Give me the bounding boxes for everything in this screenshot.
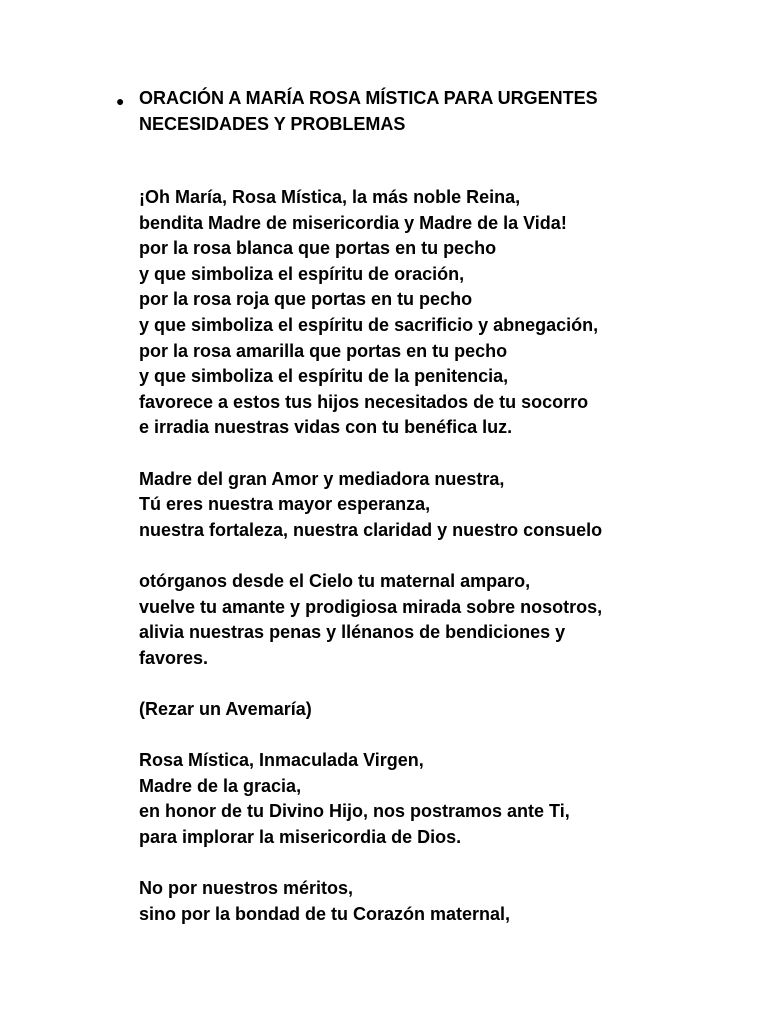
stanza-3 (139, 569, 749, 671)
stanza-6 (139, 876, 749, 927)
prayer-line: en honor de tu Divino Hijo, nos postramos ante Ti, (139, 801, 570, 822)
prayer-instruction: (Rezar un Avemaría) (139, 698, 312, 719)
prayer-line: ¡Oh María, Rosa Mística, la más noble Reina, (139, 187, 521, 207)
bullet-icon: ● (116, 93, 125, 109)
prayer-line: y que simboliza el espíritu de sacrificio y abnegación, (139, 314, 599, 335)
stanza-5 (139, 748, 749, 850)
prayer-line: vuelve tu amante y prodigiosa mirada sobre nosotros, (139, 596, 603, 617)
prayer-line: Rosa Mística, Inmaculada Virgen, (139, 750, 424, 771)
stanza-2 (139, 467, 749, 544)
prayer-line: para implorar la misericordia de Dios. (139, 826, 462, 847)
prayer-line: por la rosa amarilla que portas en tu pecho (139, 340, 508, 361)
prayer-title-line: NECESIDADES Y PROBLEMAS (139, 113, 406, 134)
prayer-line: favores. (139, 647, 209, 668)
prayer-line: y que simboliza el espíritu de la penitencia, (139, 366, 509, 387)
prayer-line: Tú eres nuestra mayor esperanza, (139, 494, 431, 515)
prayer-line: sino por la bondad de tu Corazón maternal, (139, 903, 511, 924)
prayer-line: No por nuestros méritos, (139, 878, 354, 899)
prayer-line: Madre del gran Amor y mediadora nuestra, (139, 468, 505, 489)
prayer-line: bendita Madre de misericordia y Madre de la Vida! (139, 212, 567, 233)
prayer-line: y que simboliza el espíritu de oración, (139, 263, 465, 284)
prayer-line: por la rosa roja que portas en tu pecho (139, 289, 473, 310)
prayer-line: otórganos desde el Cielo tu maternal amparo, (139, 570, 531, 591)
prayer-line: Madre de la gracia, (139, 775, 302, 796)
prayer-line: e irradia nuestras vidas con tu benéfica luz. (139, 417, 513, 438)
stanza-4 (139, 697, 749, 723)
prayer-line: alivia nuestras penas y llénanos de bendiciones y (139, 622, 566, 643)
prayer-line: nuestra fortaleza, nuestra claridad y nuestro consuelo (139, 519, 603, 540)
prayer-title-line: ORACIÓN A MARÍA ROSA MÍSTICA PARA URGENTES (139, 88, 598, 108)
stanza-1 (139, 185, 749, 441)
prayer-body (139, 185, 749, 953)
prayer-line: favorece a estos tus hijos necesitados de tu socorro (139, 391, 589, 412)
prayer-line: por la rosa blanca que portas en tu pecho (139, 238, 497, 259)
prayer-title (139, 86, 699, 137)
